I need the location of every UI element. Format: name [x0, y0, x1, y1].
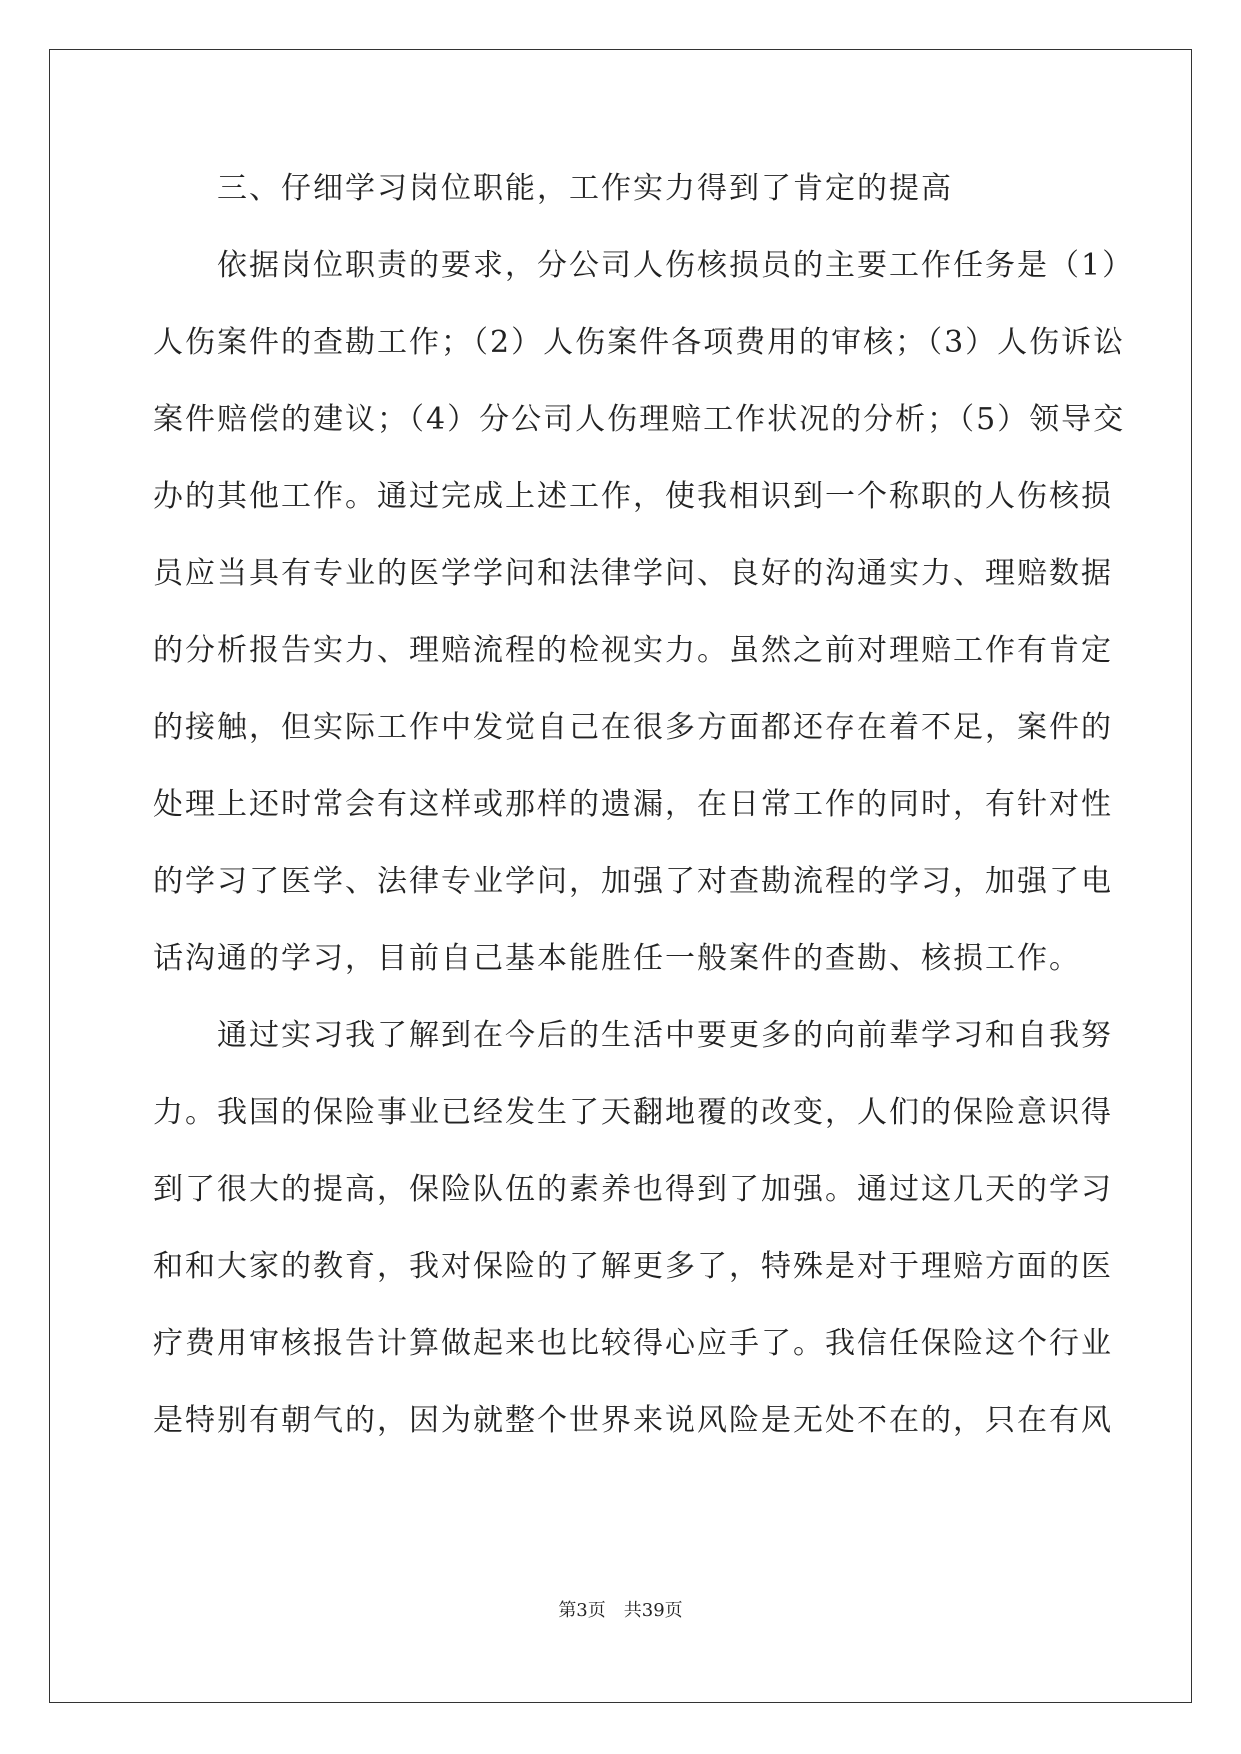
- text-line: 力。我国的保险事业已经发生了天翻地覆的改变，人们的保险意识得: [153, 1095, 1113, 1130]
- paragraph-2: [153, 1007, 1113, 1469]
- document-body: [153, 160, 1135, 1469]
- paragraph-1: [153, 237, 1135, 1007]
- text-line: 处理上还时常会有这样或那样的遗漏，在日常工作的同时，有针对性: [153, 787, 1113, 822]
- text-line: 员应当具有专业的医学学问和法律学问、良好的沟通实力、理赔数据: [153, 556, 1113, 591]
- text-line: 案件赔偿的建议；（4）分公司人伤理赔工作状况的分析；（5）领导交: [153, 402, 1126, 437]
- text-line: 人伤案件的查勘工作；（2）人伤案件各项费用的审核；（3）人伤诉讼: [153, 325, 1126, 360]
- text-line: 和和大家的教育，我对保险的了解更多了，特殊是对于理赔方面的医: [153, 1249, 1113, 1284]
- text-line: 疗费用审核报告计算做起来也比较得心应手了。我信任保险这个行业: [153, 1326, 1113, 1361]
- text-line: 的接触，但实际工作中发觉自己在很多方面都还存在着不足，案件的: [153, 710, 1113, 745]
- page-total: 共39页: [623, 1600, 683, 1621]
- text-line: 的分析报告实力、理赔流程的检视实力。虽然之前对理赔工作有肯定: [153, 633, 1113, 668]
- text-line: 通过实习我了解到在今后的生活中要更多的向前辈学习和自我努: [217, 1018, 1113, 1053]
- text-line: 是特别有朝气的，因为就整个世界来说风险是无处不在的，只在有风: [153, 1403, 1113, 1438]
- page-footer: [0, 1596, 1241, 1622]
- text-line: 依据岗位职责的要求，分公司人伤核损员的主要工作任务是（1）: [217, 248, 1135, 283]
- text-line: 办的其他工作。通过完成上述工作，使我相识到一个称职的人伤核损: [153, 479, 1113, 514]
- section-heading: 三、仔细学习岗位职能，工作实力得到了肯定的提高: [217, 171, 953, 206]
- page-number: 第3页: [558, 1600, 606, 1621]
- text-line: 到了很大的提高，保险队伍的素养也得到了加强。通过这几天的学习: [153, 1172, 1113, 1207]
- text-line: 话沟通的学习，目前自己基本能胜任一般案件的查勘、核损工作。: [153, 941, 1081, 976]
- text-line: 的学习了医学、法律专业学问，加强了对查勘流程的学习，加强了电: [153, 864, 1113, 899]
